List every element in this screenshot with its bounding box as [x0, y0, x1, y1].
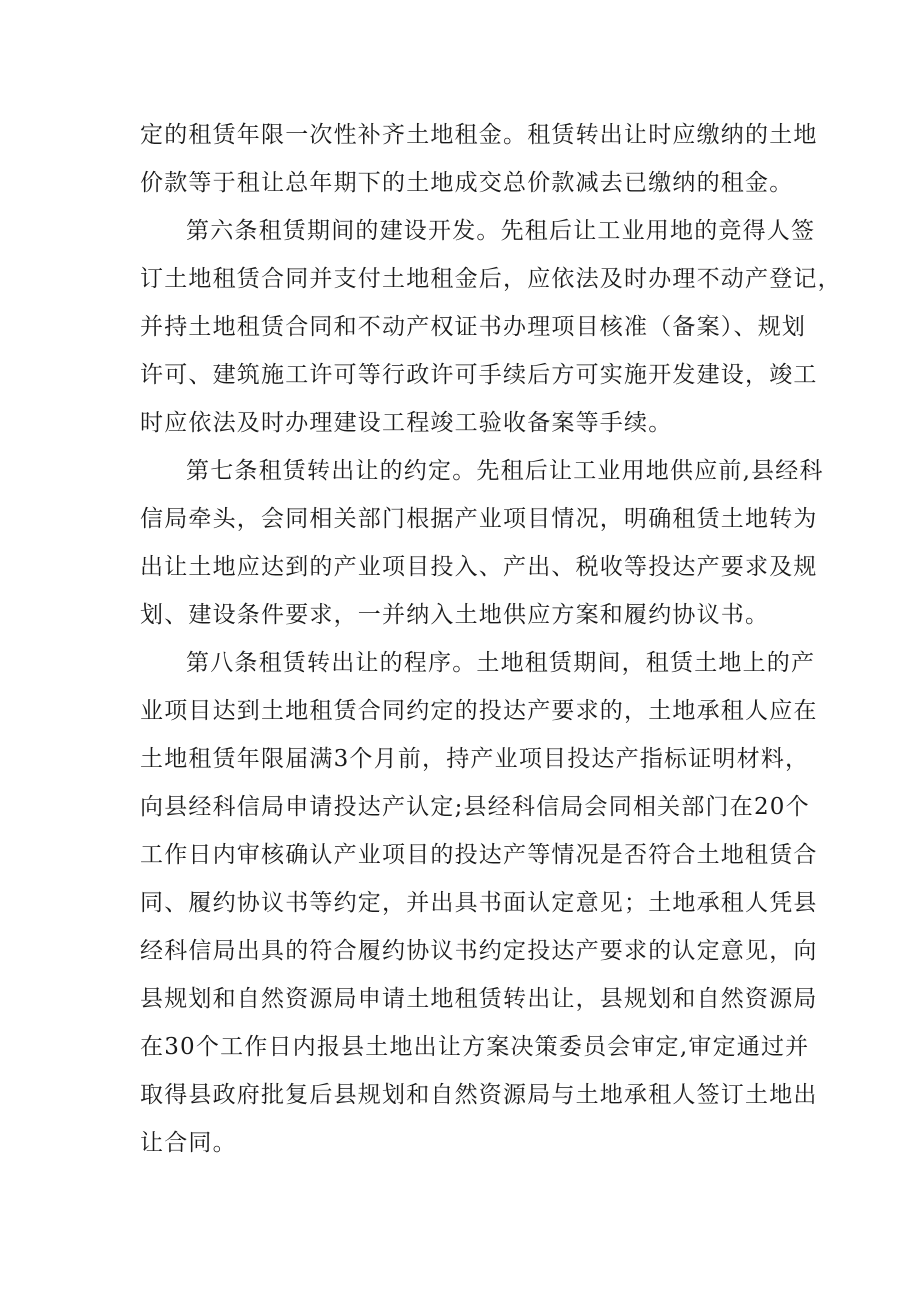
paragraph-article-7 [140, 447, 824, 639]
text-line: 业项目达到土地租赁合同约定的投达产要求的，土地承租人应在 [140, 698, 818, 724]
text-line: 出让土地应达到的产业项目投入、产出、税收等投达产要求及规 [140, 554, 818, 580]
text-line: 订土地租赁合同并支付土地租金后，应依法及时办理不动产登记， [140, 266, 842, 292]
text-line: 信局牵头，会同相关部门根据产业项目情况，明确租赁土地转为 [140, 506, 818, 532]
text-line: 经科信局出具的符合履约协议书约定投达产要求的认定意见，向 [140, 938, 818, 964]
paragraph-article-8 [140, 639, 818, 1167]
paragraph-article-6 [140, 207, 842, 447]
text-line: 第六条租赁期间的建设开发。先租后让工业用地的竞得人签 [186, 218, 816, 244]
text-line: 许可、建筑施工许可等行政许可手续后方可实施开发建设，竣工 [140, 362, 818, 388]
text-line: 第七条租赁转出让的约定。先租后让工业用地供应前,县经科 [186, 458, 824, 484]
text-line: 时应依法及时办理建设工程竣工验收备案等手续。 [140, 410, 673, 436]
text-line: 并持土地租赁合同和不动产权证书办理项目核准（备案）、规划 [140, 314, 807, 340]
text-line: 工作日内审核确认产业项目的投达产等情况是否符合土地租赁合 [140, 842, 818, 868]
paragraph-continuation [140, 111, 818, 207]
text-line: 第八条租赁转出让的程序。土地租赁期间，租赁土地上的产 [186, 650, 816, 676]
text-line: 定的租赁年限一次性补齐土地租金。租赁转出让时应缴纳的土地 [140, 122, 818, 148]
text-line: 土地租赁年限届满3个月前，持产业项目投达产指标证明材料， [140, 746, 810, 772]
text-line: 划、建设条件要求，一并纳入土地供应方案和履约协议书。 [140, 602, 770, 628]
text-line: 价款等于租让总年期下的土地成交总价款减去已缴纳的租金。 [140, 170, 794, 196]
text-line: 在30个工作日内报县土地出让方案决策委员会审定,审定通过并 [140, 1034, 810, 1060]
document-body [140, 111, 842, 1167]
text-line: 县规划和自然资源局申请土地租赁转出让，县规划和自然资源局 [140, 986, 818, 1012]
text-line: 同、履约协议书等约定，并出具书面认定意见；土地承租人凭县 [140, 890, 818, 916]
text-line: 向县经科信局申请投达产认定;县经科信局会同相关部门在20个 [140, 794, 810, 820]
text-line: 让合同。 [140, 1130, 237, 1156]
text-line: 取得县政府批复后县规划和自然资源局与土地承租人签订土地出 [140, 1082, 818, 1108]
